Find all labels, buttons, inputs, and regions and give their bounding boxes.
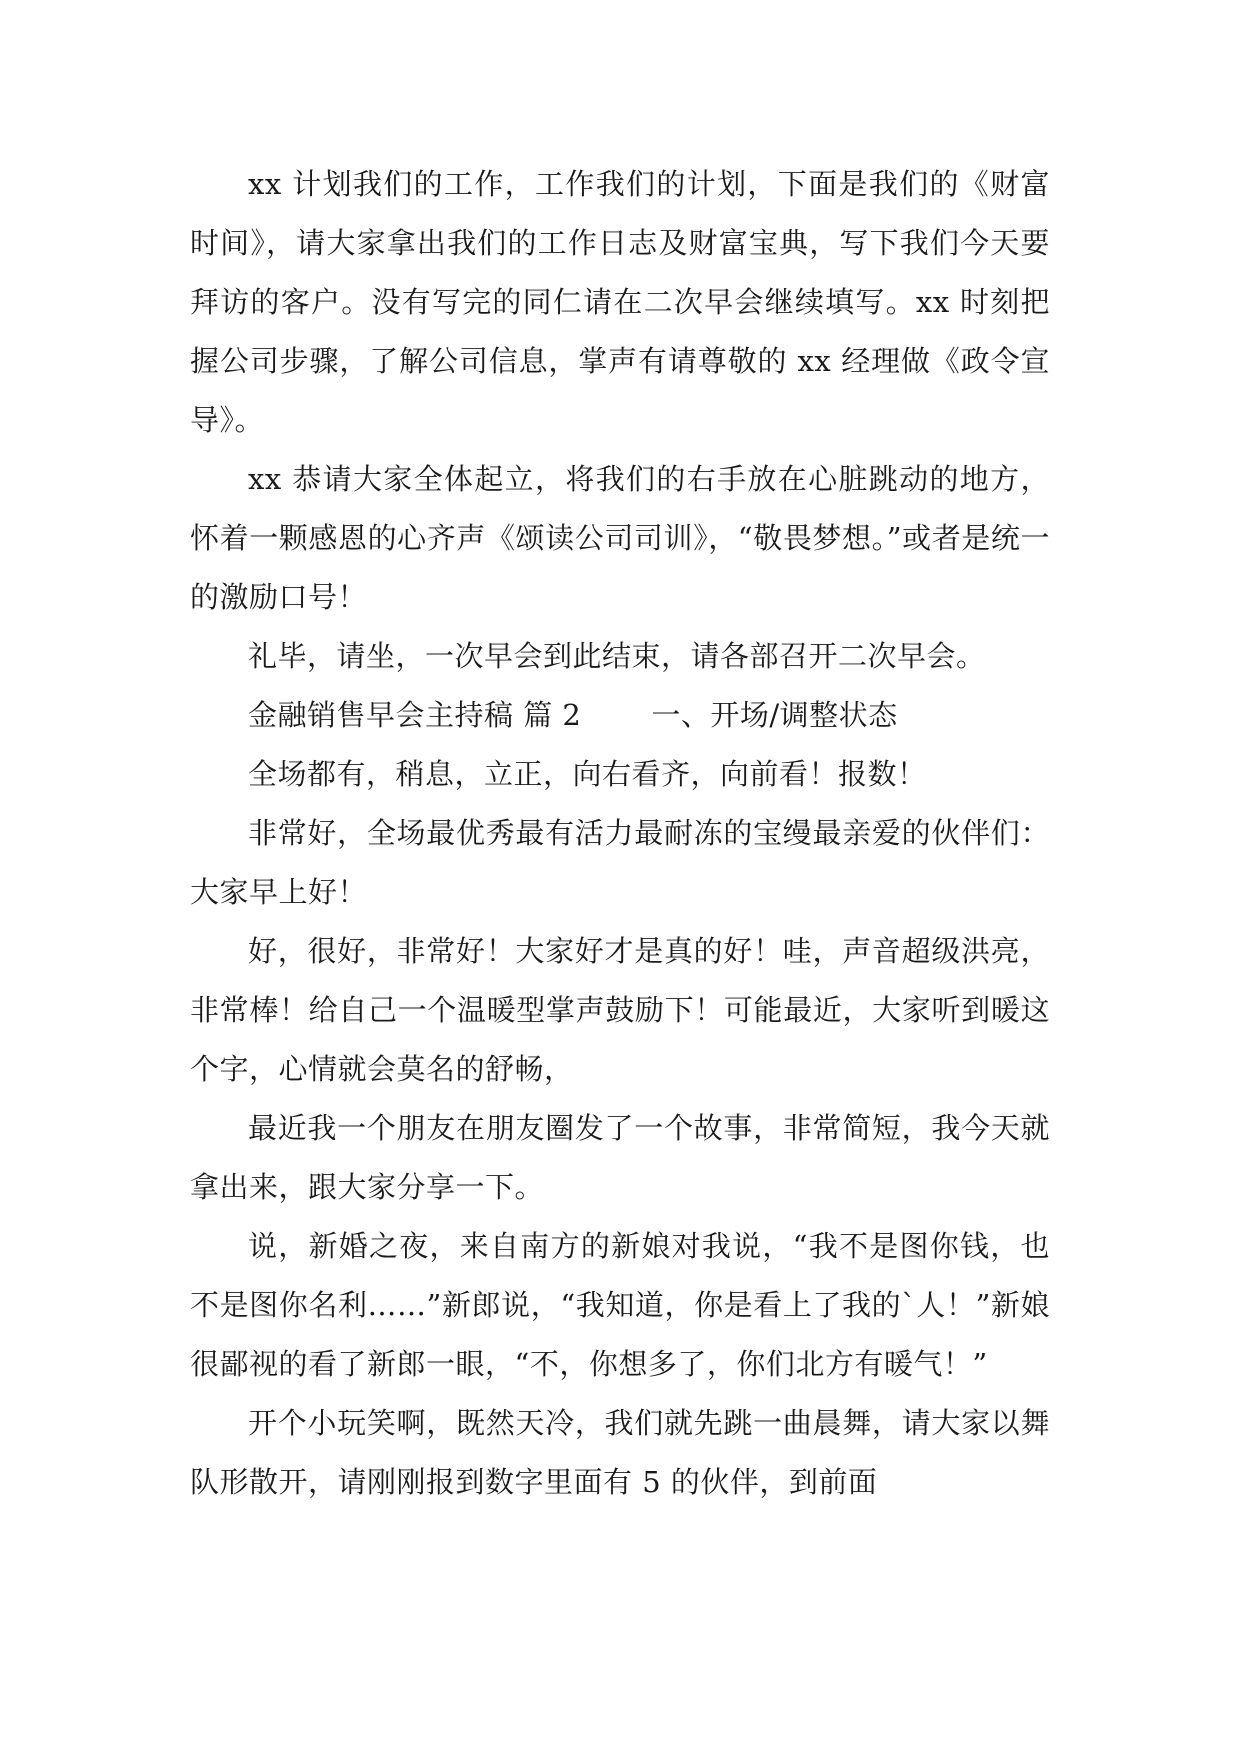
paragraph-story-intro: 最近我一个朋友在朋友圈发了一个故事，非常简短，我今天就拿出来，跟大家分享一下。 xyxy=(190,1111,1050,1204)
section-subtitle: 一、开场/调整状态 xyxy=(651,698,898,732)
paragraph-joke: 说，新婚之夜，来自南方的新娘对我说，“我不是图你钱，也不是图你名利……”新郎说，“我知道，你是看上了我的`人！”新娘很鄙视的看了新郎一眼，“不，你想多了，你们北方有暖气！” xyxy=(190,1229,1050,1381)
paragraph-roll-call: 全场都有，稍息，立正，向右看齐，向前看！报数！ xyxy=(248,757,927,791)
paragraph-conclusion: 礼毕，请坐，一次早会到此结束，请各部召开二次早会。 xyxy=(248,639,986,673)
paragraph-wealth-time: xx 计划我们的工作，工作我们的计划，下面是我们的《财富时间》，请大家拿出我们的工作日志及财富宝典，写下我们今天要拜访的客户。没有写完的同仁请在二次早会继续填写。xx 时刻把握公司步骤，了解公司信息，掌声有请尊敬的 xx 经理做《政令宣导》。 xyxy=(190,167,1050,437)
paragraph-morning-dance: 开个小玩笑啊，既然天冷，我们就先跳一曲晨舞，请大家以舞队形散开，请刚刚报到数字里面有 5 的伙伴，到前面 xyxy=(190,1406,1050,1499)
section-heading xyxy=(190,686,1050,745)
section-title: 金融销售早会主持稿 篇 2 xyxy=(248,698,582,732)
paragraph-applause: 好，很好，非常好！大家好才是真的好！哇，声音超级洪亮，非常棒！给自己一个温暖型掌声鼓励下！可能最近，大家听到暖这个字，心情就会莫名的舒畅， xyxy=(190,934,1050,1086)
paragraph-stand-up: xx 恭请大家全体起立，将我们的右手放在心脏跳动的地方，怀着一颗感恩的心齐声《颂读公司司训》，“敬畏梦想。”或者是统一的激励口号！ xyxy=(190,462,1050,614)
document-body xyxy=(190,155,1050,1512)
paragraph-greeting: 非常好，全场最优秀最有活力最耐冻的宝缦最亲爱的伙伴们：大家早上好！ xyxy=(190,816,1050,909)
